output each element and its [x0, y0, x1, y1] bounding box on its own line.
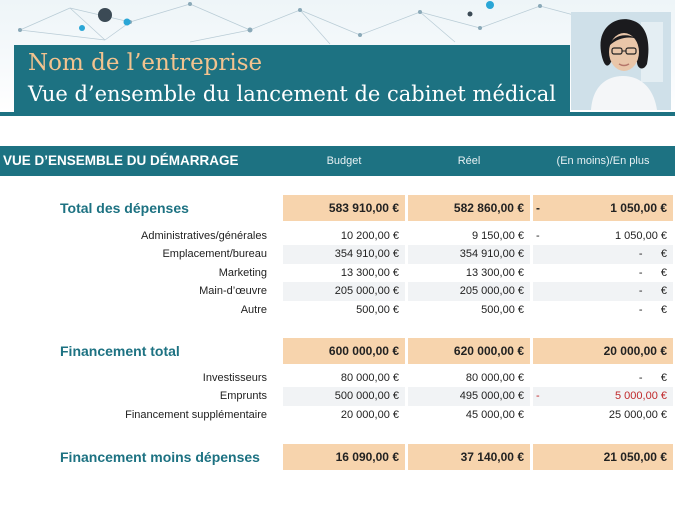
column-header-reel: Réel — [457, 155, 481, 167]
row-label: Administratives/générales — [141, 230, 267, 242]
company-name: Nom de l’entreprise — [28, 50, 263, 76]
column-header-budget: Budget — [326, 155, 362, 167]
net-budget: 16 090,00 € — [283, 444, 405, 470]
financing-total-diff: 20 000,00 € — [533, 338, 673, 364]
row-reel: 354 910,00 € — [408, 245, 530, 264]
net-label: Financement moins dépenses — [60, 449, 260, 465]
row-label: Marketing — [218, 267, 267, 279]
row-diff — [533, 387, 673, 406]
row-diff-value: - € — [533, 245, 673, 264]
row-diff-value: - € — [533, 282, 673, 301]
expenses-total-row — [0, 195, 675, 221]
expenses-total-label: Total des dépenses — [60, 200, 189, 216]
section-title: VUE D’ENSEMBLE DU DÉMARRAGE — [3, 153, 239, 168]
header-divider — [0, 112, 675, 116]
table-row — [0, 282, 675, 301]
row-diff-value: 5 000,00 € — [615, 390, 667, 402]
row-sign: - — [536, 230, 540, 242]
row-label: Emplacement/bureau — [162, 248, 267, 260]
title-box — [14, 45, 570, 112]
net-row — [0, 444, 675, 470]
section-header — [0, 146, 675, 176]
table-row — [0, 245, 675, 264]
financing-total-label: Financement total — [60, 343, 180, 359]
table-row — [0, 301, 675, 319]
table-row — [0, 369, 675, 387]
row-label: Emprunts — [219, 390, 267, 402]
row-reel: 80 000,00 € — [465, 372, 524, 384]
row-budget: 500 000,00 € — [283, 387, 405, 406]
table-row — [0, 264, 675, 282]
row-diff-value: 1 050,00 € — [615, 230, 667, 242]
row-budget: 500,00 € — [356, 304, 399, 316]
row-diff-value: 25 000,00 € — [608, 409, 667, 421]
row-label: Investisseurs — [202, 372, 267, 384]
expenses-total-sign: - — [536, 201, 540, 215]
column-header-difference: (En moins)/En plus — [556, 155, 650, 167]
row-diff-value: - € — [638, 267, 667, 279]
row-reel: 9 150,00 € — [472, 230, 524, 242]
row-budget: 80 000,00 € — [340, 372, 399, 384]
row-reel: 13 300,00 € — [465, 267, 524, 279]
table-row — [0, 387, 675, 406]
net-diff: 21 050,00 € — [533, 444, 673, 470]
financing-total-row — [0, 338, 675, 364]
net-reel: 37 140,00 € — [408, 444, 530, 470]
financing-total-reel: 620 000,00 € — [408, 338, 530, 364]
row-diff — [533, 227, 673, 245]
row-reel: 45 000,00 € — [465, 409, 524, 421]
row-reel: 495 000,00 € — [408, 387, 530, 406]
row-budget: 20 000,00 € — [340, 409, 399, 421]
row-budget: 354 910,00 € — [283, 245, 405, 264]
expenses-total-diff — [533, 195, 673, 221]
expenses-total-budget: 583 910,00 € — [283, 195, 405, 221]
financing-total-budget: 600 000,00 € — [283, 338, 405, 364]
expenses-total-reel: 582 860,00 € — [408, 195, 530, 221]
row-label: Financement supplémentaire — [125, 409, 267, 421]
expenses-total-diff-value: 1 050,00 € — [610, 201, 667, 215]
row-sign: - — [536, 390, 540, 402]
row-reel: 205 000,00 € — [408, 282, 530, 301]
table-row — [0, 406, 675, 424]
row-label: Autre — [240, 304, 267, 316]
doctor-photo — [571, 12, 671, 110]
row-budget: 13 300,00 € — [340, 267, 399, 279]
row-diff-value: - € — [638, 372, 667, 384]
row-budget: 10 200,00 € — [340, 230, 399, 242]
row-diff-value: - € — [638, 304, 667, 316]
row-label: Main-d’œuvre — [199, 285, 267, 297]
row-reel: 500,00 € — [481, 304, 524, 316]
page-title: Vue d’ensemble du lancement de cabinet médical — [28, 82, 557, 106]
row-budget: 205 000,00 € — [283, 282, 405, 301]
table-row — [0, 227, 675, 245]
